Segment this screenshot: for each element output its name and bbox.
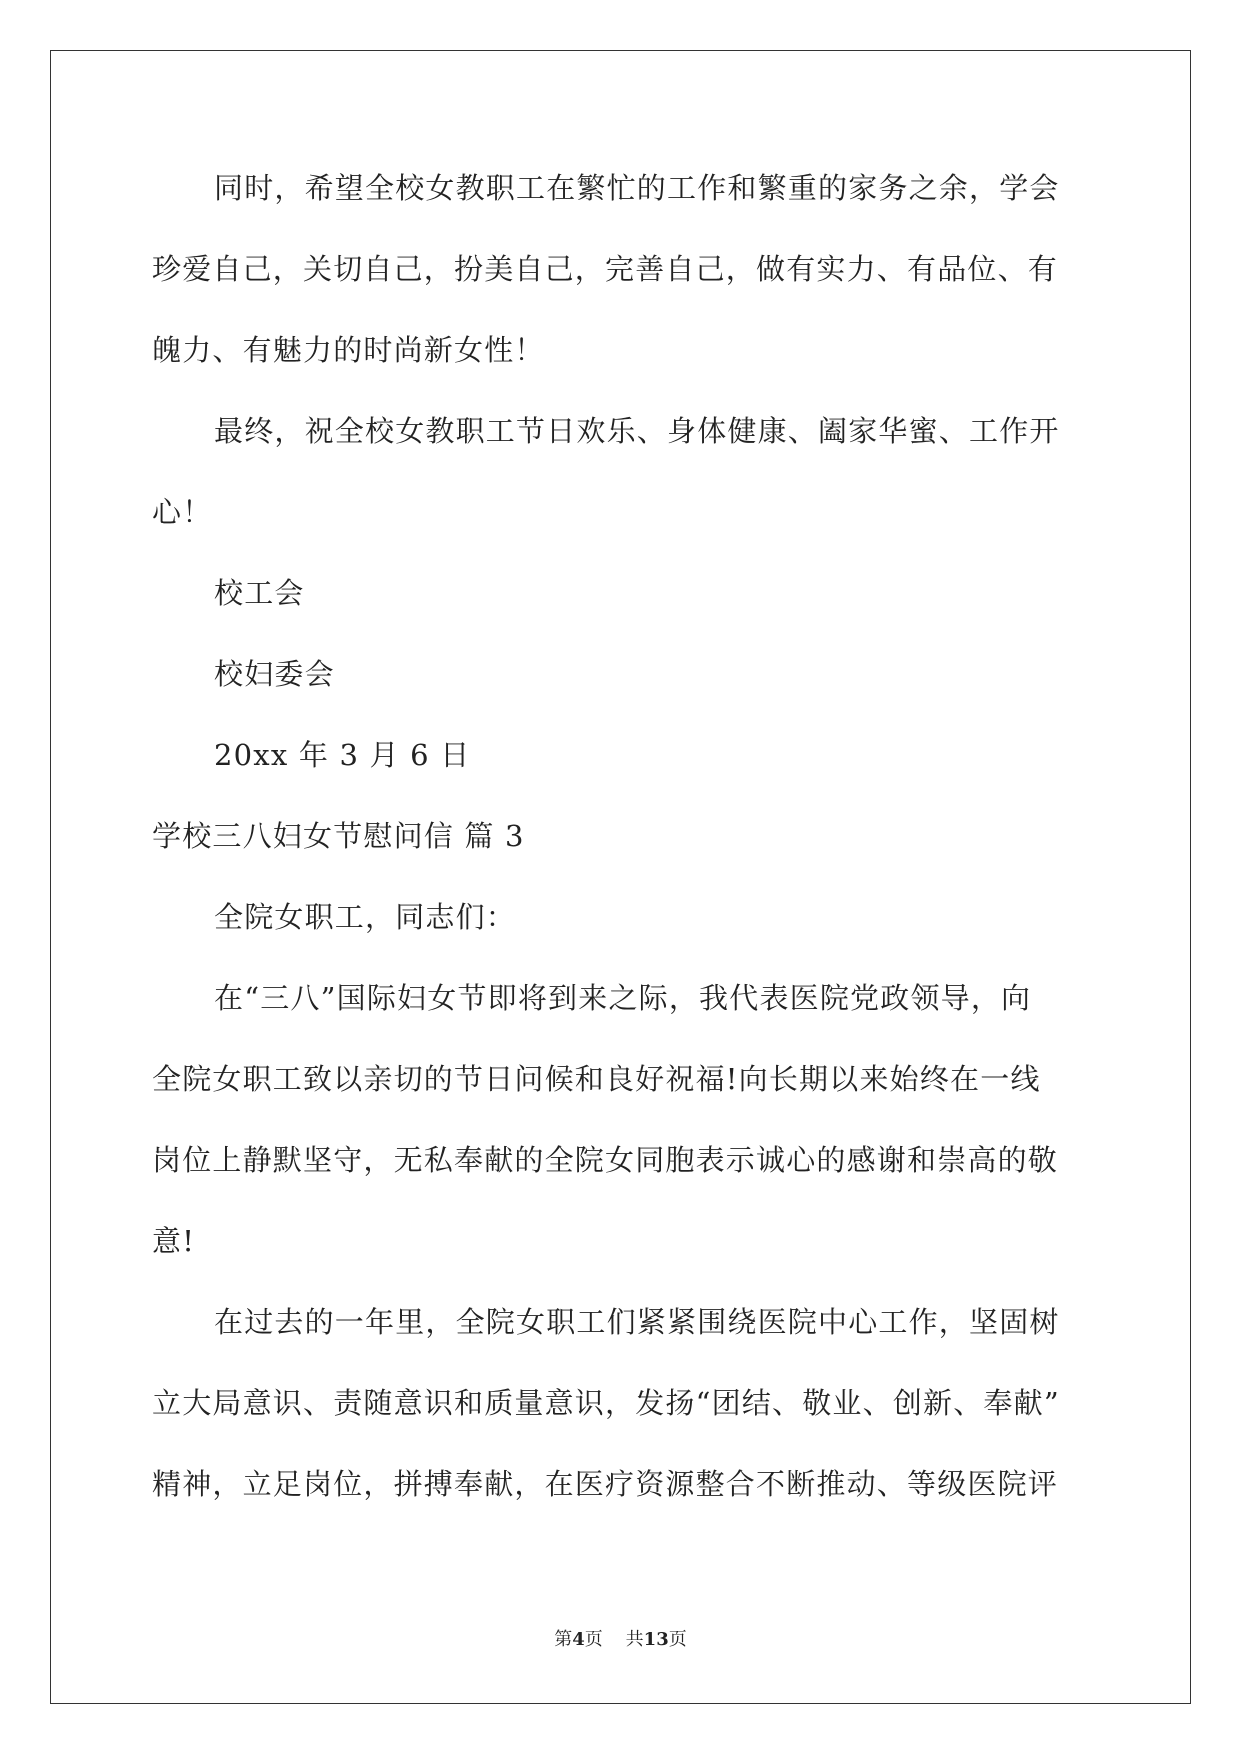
text-line: 在过去的一年里，全院女职工们紧紧围绕医院中心工作，坚固树 [214, 1305, 1060, 1339]
footer-page-suffix: 页 [584, 1629, 603, 1650]
footer-page-number: 4 [572, 1629, 585, 1650]
salutation: 全院女职工，同志们： [214, 900, 517, 934]
text-line: 心！ [152, 495, 213, 529]
text-line: 同时，希望全校女教职工在繁忙的工作和繁重的家务之余，学会 [214, 171, 1060, 205]
letter-date: 20xx 年 3 月 6 日 [214, 738, 471, 772]
footer-prefix: 第 [554, 1629, 573, 1650]
text-line: 岗位上静默坚守，无私奉献的全院女同胞表示诚心的感谢和崇高的敬 [152, 1143, 1059, 1177]
text-line: 最终，祝全校女教职工节日欢乐、身体健康、阖家华蜜、工作开 [214, 414, 1060, 448]
section-heading: 学校三八妇女节慰问信 篇 3 [152, 819, 525, 853]
page-footer [0, 1628, 1241, 1652]
signature-union: 校工会 [214, 576, 305, 610]
text-line: 魄力、有魅力的时尚新女性！ [152, 333, 545, 367]
text-line: 在“三八”国际妇女节即将到来之际，我代表医院党政领导，向 [214, 981, 1032, 1015]
footer-total-prefix: 共 [625, 1629, 644, 1650]
page-border [50, 50, 1191, 1704]
text-line: 全院女职工致以亲切的节日问候和良好祝福!向长期以来始终在一线 [152, 1062, 1041, 1096]
footer-total-suffix: 页 [668, 1629, 687, 1650]
text-line: 精神，立足岗位，拼搏奉献，在医疗资源整合不断推动、等级医院评 [152, 1467, 1059, 1501]
text-line: 珍爱自己，关切自己，扮美自己，完善自己，做有实力、有品位、有 [152, 252, 1059, 286]
signature-women-committee: 校妇委会 [214, 657, 335, 691]
text-line: 立大局意识、责随意识和质量意识，发扬“团结、敬业、创新、奉献” [152, 1386, 1060, 1420]
text-line: 意! [152, 1224, 196, 1258]
footer-total-pages: 13 [643, 1629, 669, 1650]
